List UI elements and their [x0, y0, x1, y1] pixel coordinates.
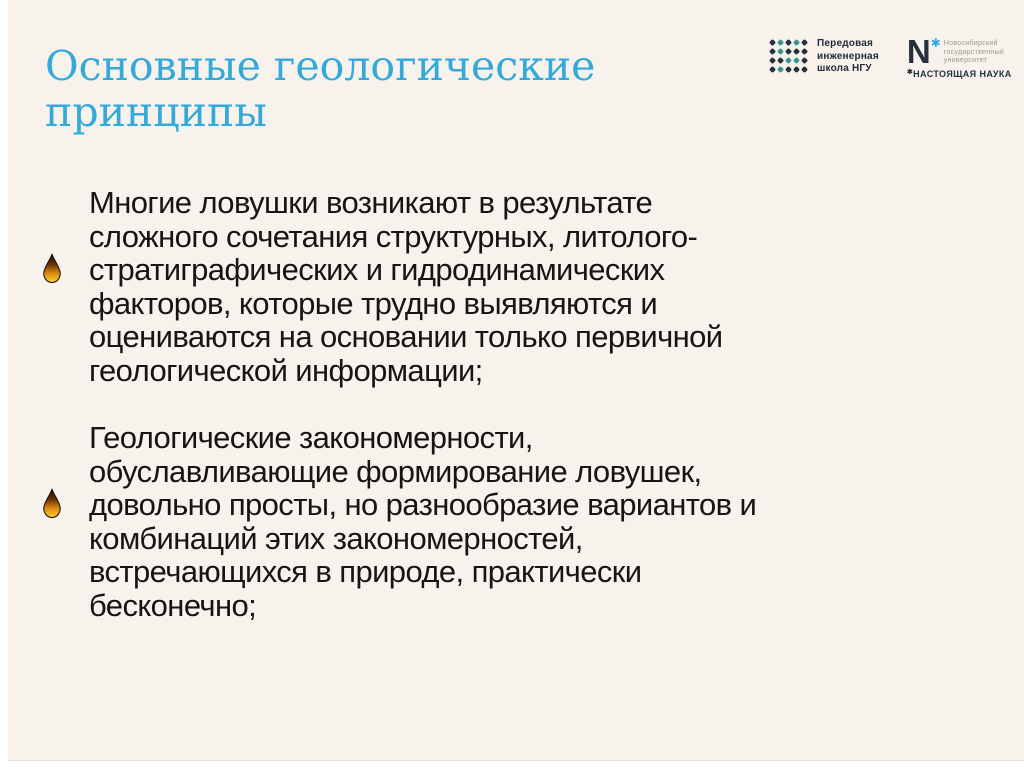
nsu-letter-n: N	[906, 33, 931, 70]
nsu-logo	[906, 33, 1024, 79]
slide-title: Основные геологические принципы	[45, 42, 596, 137]
nsu-university-label: Новосибирский государственный университет	[943, 40, 1005, 64]
header-logos	[770, 33, 1024, 79]
nsu-tagline: ✱НАСТОЯЩАЯ НАУКА	[906, 69, 1012, 79]
pes-logo-label: Передовая инженерная школа НГУ	[817, 38, 879, 74]
pes-nsu-logo	[770, 38, 879, 76]
oil-drop-icon	[41, 252, 63, 285]
slide-canvas	[8, 0, 1024, 761]
dots-grid-icon	[770, 40, 808, 74]
bullet-text: Многие ловушки возникают в результате сложного сочетания структурных, литолого- стратиграфических и гидродинамических факторов, которые трудно выявляются и оцениваются на основании только первичной геологической информации;	[89, 185, 723, 388]
oil-drop-icon	[41, 487, 63, 520]
bullet-text: Геологические закономерности, обуславливающие формирование ловушек, довольно просты, но разнообразие вариантов и комбинаций этих закономерностей, встречающихся в природе, практически бесконечно;	[89, 420, 757, 623]
tagline-asterisk-icon: ✱	[906, 69, 914, 76]
nsu-asterisk-icon: ✱	[930, 36, 941, 50]
